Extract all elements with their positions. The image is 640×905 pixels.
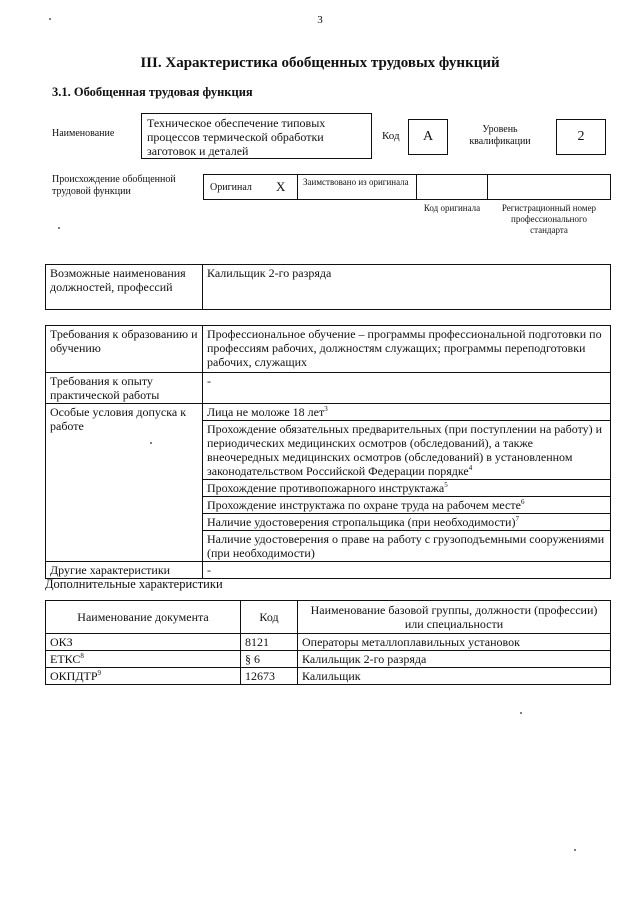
- positions-label: Возможные наименования должностей, профессий: [46, 265, 203, 310]
- experience-value: -: [203, 373, 611, 404]
- code-cell: 8121: [241, 634, 298, 651]
- table-row: [46, 634, 611, 651]
- condition-item: Прохождение инструктажа по охране труда на рабочем месте$^6$: [203, 497, 611, 514]
- header-doc: Наименование документа: [46, 601, 241, 634]
- borrowed-cell: [297, 174, 417, 200]
- scan-speck: [49, 18, 51, 20]
- code-caption: Код оригинала: [423, 203, 481, 213]
- code-cell: § 6: [241, 651, 298, 668]
- scan-speck: [574, 849, 576, 851]
- reg-caption: Регистрационный номер профессионального стандарта: [501, 203, 597, 235]
- doc-cell: ОКПДТР$^9$: [46, 668, 241, 685]
- positions-value: Калильщик 2-го разряда: [203, 265, 611, 310]
- original-label: Оригинал: [210, 182, 252, 193]
- doc-cell: ЕТКС$^8$: [46, 651, 241, 668]
- condition-item: Лица не моложе 18 лет$^3$: [203, 404, 611, 421]
- header-code: Код: [241, 601, 298, 634]
- origin-label: Происхождение обобщенной трудовой функции: [52, 174, 176, 197]
- table-row: [46, 668, 611, 685]
- code-value: A: [408, 119, 448, 155]
- additional-title: Дополнительные характеристики: [45, 577, 223, 591]
- name-box: [141, 113, 372, 159]
- requirements-table: [45, 325, 611, 579]
- condition-item: Наличие удостоверения о праве на работу с грузоподъемными сооружениями (при необходимости): [203, 531, 611, 562]
- name-value: Техническое обеспечение типовых процессов термической обработки заготовок и деталей: [147, 116, 326, 158]
- scan-speck: [520, 712, 522, 714]
- level-label: Уровень квалификации: [469, 124, 531, 147]
- table-row: [46, 651, 611, 668]
- code-label: Код: [382, 130, 400, 142]
- subsection-title: 3.1. Обобщенная трудовая функция: [52, 85, 253, 99]
- name-cell: Калильщик: [298, 668, 611, 685]
- original-cell: [203, 174, 298, 200]
- condition-item: Прохождение противопожарного инструктажа$^5$: [203, 480, 611, 497]
- condition-item: Прохождение обязательных предварительных (при поступлении на работу) и периодических медицинских осмотров (обследований), а также внеочередных медицинских осмотров (обследований) в установленном законодательством Российской Федерации порядке$^4$: [203, 421, 611, 480]
- education-label: Требования к образованию и обучению: [46, 326, 203, 373]
- code-cell: 12673: [241, 668, 298, 685]
- conditions-label: Особые условия допуска к работе: [46, 404, 203, 562]
- level-value: 2: [556, 119, 606, 155]
- original-mark: X: [276, 179, 286, 194]
- other-label: Другие характеристики: [46, 562, 203, 579]
- reg-number-cell: [487, 174, 611, 200]
- education-value: Профессиональное обучение – программы профессиональной подготовки по профессиям рабочих, должностям служащих; программы переподготовки рабочих, служащих: [203, 326, 611, 373]
- positions-table: [45, 264, 611, 310]
- experience-label: Требования к опыту практической работы: [46, 373, 203, 404]
- scan-speck: [150, 442, 152, 444]
- name-label: Наименование: [52, 128, 115, 139]
- additional-table: [45, 600, 611, 685]
- borrowed-label: Заимствовано из оригинала: [303, 177, 409, 187]
- doc-cell: ОКЗ: [46, 634, 241, 651]
- original-code-cell: [416, 174, 488, 200]
- name-cell: Калильщик 2-го разряда: [298, 651, 611, 668]
- page-number: 3: [317, 14, 323, 26]
- scan-speck: [58, 227, 60, 229]
- condition-item: Наличие удостоверения стропальщика (при необходимости)$^7$: [203, 514, 611, 531]
- name-cell: Операторы металлоплавильных установок: [298, 634, 611, 651]
- section-title: III. Характеристика обобщенных трудовых функций: [140, 55, 500, 71]
- header-name: Наименование базовой группы, должности (профессии) или специальности: [298, 601, 611, 634]
- other-value: -: [203, 562, 611, 579]
